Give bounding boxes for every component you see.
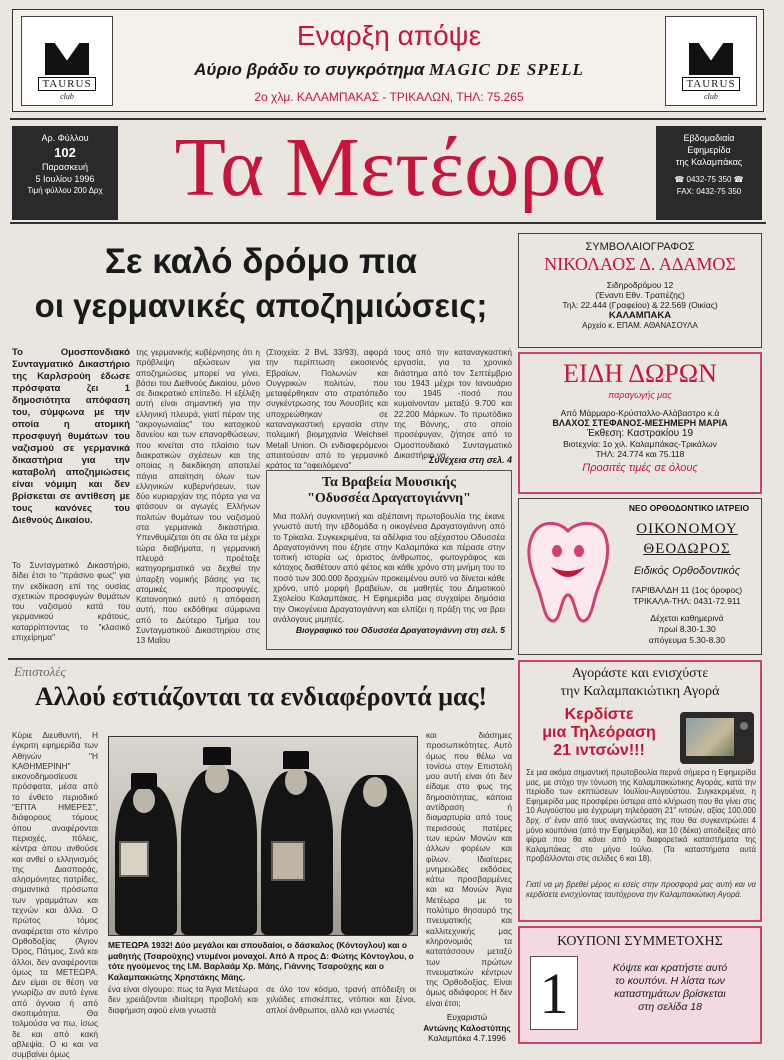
issue-number: 102 [54,145,76,160]
paper-fax: FAX: 0432-75 350 [676,187,742,196]
tv-screen [686,718,734,756]
coupon-text-2: το κουπόνι. Η λίστα των [615,975,725,987]
photo-caption: ΜΕΤΕΩΡΑ 1932! Δύο μεγάλοι και σπουδαίοι, ο δάσκαλος (Κόντογλου) και ο μαθητής (Τσαρούχης) ντυμένοι μοναχοί. Από Α προς Δ: Φώτης Κόντογλου, ο τότε ηγούμενος της Ι.Μ. Βαρλαάμ Χρ. Μάης, Γιάννης Τσαρούχης και ο Καλαμπακιώτης Χρηστάκης Μάης. [108,940,414,982]
coupon [518,926,762,1044]
music-awards-box [266,470,512,650]
lead-headline [12,240,510,328]
man-face-4 [363,777,387,807]
issue-day: Παρασκευή [41,162,89,172]
tv-line-2: την Καλαμπακιώτικη Αγορά [560,684,720,699]
taurus-logo-sub: club [704,92,718,101]
music-title-2: "Οδυσσέα Δραγατογιάννη" [307,491,471,506]
coupon-text-3: καταστημάτων βρίσκεται [614,988,726,1000]
coupon-number: 1 [530,956,578,1030]
monk-face-2 [205,763,229,793]
signature-thanks: Ευχαριστώ [446,1012,488,1022]
issue-label: Αρ. Φύλλου [41,133,89,143]
music-text: Μια πολλή συγκινητική και αξιέπαινη πρωτοβουλία της έκανε γνωστό αυτή την εβδομάδα η οικογένεια Δραγατογιάννη από το Τρίκαλα. Συγκεκριμένα, τα αδέλφια του αξέχαστου Οδυσσέα Δραγατογιάννη που έζησε στην Καλαμπάκα και πέρασε στην τοπική ιστορία ως άριστος άνθρωπος, φωτογράφος και κάτοχος διαθέτουν από φέτος και κάθε χρόνο στη μνήμη του το ποσό των 300.000 δραχμών προκειμένου αυτό να δίνεται κάθε χρόνο, υπό μορφή βραβείων, σε μαθητές του Δημοτικού Σχολείου Καλαμπάκας. Η Εφημερίδα μας συγχαίρει δημόσια την Οικογένεια Δραγατογιάννη και ελπίζει η πράξη της να βρει ανάλογους μιμητές. [273,511,505,624]
bull-icon [689,43,733,75]
coupon-text-1: Κόψτε και κρατήστε αυτό [612,962,728,974]
tv-win-3: 21 ιντσών!!! [553,742,645,759]
ortho-hours-3: απόγευμα 5.30-8.30 [648,635,726,645]
tv-knob [740,722,748,730]
ad-subtitle-prefix: Αύριο βράδυ το συγκρότημα [194,60,425,79]
lead-headline-line-2: οι γερμανικές αποζημιώσεις; [34,287,488,324]
tv-closing: Γιατί να μη βρεθεί μέρος κι εσείς στην προσφορά μας αυτή και να κερδίσετε ενισχύοντας ταυτόχρονα την Καλαμπακιώτικη Αγορά. [526,880,756,899]
ortho-phone: ΤΡΙΚΑΛΑ-ΤΗΛ: 0431-72.911 [633,596,741,606]
tv-win-2: μια Τηλεόραση [542,724,656,741]
paper-info-box [656,126,762,220]
lead-col1-rest: Το Συνταγματικό Δικαστήριο, δίδει έτσι το "πράσινο φως" για την εκδίκαση επί της ουσίας σχετικών προσφυγών θυμάτων του ναζισμού κατά του γερμανικού κράτους, καταρρίπτοντας το "κλασικό επιχείρημα" [12,560,130,643]
notary-line-4: ΚΑΛΑΜΠΑΚΑ [608,310,672,321]
ad-band-name: MAGIC DE SPELL [429,60,584,79]
taurus-logo-left [21,16,113,106]
music-title-1: Τα Βραβεία Μουσικής [321,475,457,490]
masthead [10,118,766,224]
gifts-ad [518,352,762,494]
tooth-icon [523,517,613,627]
paper-type: Εβδομαδιαία [683,133,735,143]
lead-headline-line-1: Σε καλό δρόμο πια [104,242,418,281]
ad-subtitle [113,60,665,80]
monk-hat-2 [203,747,231,765]
gifts-owner: ΒΛΑΧΟΣ ΣΤΕΦΑΝΟΣ-ΜΕΣΗΜΕΡΗ ΜΑΡΙΑ [552,418,728,428]
taurus-logo-word: TAURUS [682,77,739,91]
newspaper-title: Τα Μετέωρα [174,121,606,214]
monk-hat-1 [131,773,157,789]
icon-painting-1 [119,841,149,877]
notary-name: ΝΙΚΟΛΑΟΣ Δ. ΑΔΑΜΟΣ [544,254,736,274]
gifts-slogan: Προσιτές τιμές σε όλους [582,462,698,474]
letters-col3: και διάσημες προσωπικότητες. Αυτό όμως που θέλω να τονίσω στην Επιστολή μου αυτή είναι ότι δεν είδαμε στο φως της δημοσιότητας, κάποια αντίδραση ή διαμαρτυρία από τους περισσούς πατέρες των ιερών Μονών και άλλων φορέων και φίλων. Ιδιαίτερες μνημειώδες εκδόσεις κάτω προσβαρμένες και κα Μονών Άγια Μετέωρα με το πολύτιμο θησαυρό της πνευματικής και καλλιτεχνικής μας κληρονομιάς τα κατατάσσουν μεταξύ των πρώτων πνευματικών κέντρων της Ορθοδοξίας. Είναι όμως αδιάφοροι; Η δεν είναι έτσι; [426,730,512,1008]
lead-col3: (Στοιχεία: 2 BvL 33/93), αφορά την περίπτωση εικοσιενός Εβραίων, Πολωνών και Ουγγρικών πολιτών, που μεταφέρθηκαν στο στρατόπεδο συγκέντρωσης του Άουσβιτς και υποχρεώθηκαν σε καταναγκαστική εργασία στην πολεμική βιομηχανία Weichsel Metall Union. Οι ενδιαφερόμενοι απαιτούσαν από το γερμανικό κράτος τα "οφειλόμενα" [266,347,388,471]
tv-line-1: Αγοράστε και ενισχύστε [571,666,709,681]
lead-intro: Το Ομοσπονδιακό Συνταγματικό Δικαστήριο της Καρλσρούη έδωσε πρόσφατα ζει 1 δημοσιότητα απόφαση του, σύμφωνα με την οποία η ατομική προσφυγή θυμάτων του ναζισμού σε γερμανικά δικαστήρια για την καταβολή αποζημιώσεις είναι νόμιμη και δεν βρίσκεται σε αντίθεση με τους κανόνες του Διεθνούς Δικαίου. [12,347,130,526]
letters-signature [420,1012,514,1044]
monks-photo [108,736,418,936]
bull-icon [45,43,89,75]
monk-figure-2 [181,769,257,935]
coupon-title: ΚΟΥΠΟΝΙ ΣΥΜΜΕΤΟΧΗΣ [557,934,723,949]
tv-win-1: Κερδίστε [564,706,634,723]
issue-info-box [12,126,118,220]
gifts-materials: Από Μάρμαρο-Κρύσταλλο-Αλάβαστρο κ.ά [560,408,720,418]
notary-line-1: Σιδηροδρόμου 12 [606,280,674,290]
music-footer: Βιογραφικό του Οδυσσέα Δραγατογιάννη στη σελ. 5 [295,625,505,635]
ortho-hours-2: πρωί 8.30-1.30 [658,624,716,634]
signature-place-date: Καλαμπάκα 4.7.1996 [428,1033,506,1043]
monk-hat-3 [283,751,309,769]
ortho-ad [518,498,762,655]
ortho-header: ΝΕΟ ΟΡΘΟΔΟΝΤΙΚΟ ΙΑΤΡΕΙΟ [628,503,750,513]
top-ad-banner [12,9,764,112]
taurus-logo-sub: club [60,92,74,101]
letters-bottom-right: σε όλο τον κόσμο, τρανή απόδειξη οι χιλιάδες επισκέπτες, ντόπιοι και ξένοι, απλοί άνθρωποι, αλλά και γνωστές [266,984,416,1015]
letters-bottom-mid: ένα είναι σίγουρο: πως τα Άγια Μετέωρα δεν χρειάζονται ιδιαίτερη προβολή και διαφήμιση αφού είναι γνωστά [108,984,258,1015]
ad-address: 2ο χλμ. ΚΑΛΑΜΠΑΚΑΣ - ΤΡΙΚΑΛΩΝ, ΤΗΛ: 75.265 [254,90,524,104]
ortho-address: ΓΑΡΙΒΑΛΔΗ 11 (1ος όροφος) [631,585,743,595]
signature-name: Αντώνης Καλοστύπης [423,1022,511,1033]
ortho-hours-1: Δέχεται καθημερινά [650,613,724,623]
ortho-name-2: ΘΕΟΔΩΡΟΣ [643,541,731,557]
taurus-logo-word: TAURUS [38,77,95,91]
gifts-phone: ΤΗΛ: 24.774 και 75.118 [595,449,685,459]
lead-col4: τους από την καταναγκαστική εργασία, για το χρονικό διάστημα από τον Σεπτέμβριο του 1943 μέχρι τον Ιανουάριο του 1945 -ποσό που κυμαίνονταν μεταξύ 9.700 και 22.200 Μάρκων. Το πρωτόδικο της Βόννης, στο οποίο προσέφυγαν, ζήτησε από το Ομοσπονδιακό Συνταγματικό Δικαστήριο να [394,347,512,460]
letters-col1: Κύριε Διευθυντή, Η έγκριτη εφημερίδα των Αθηνών "Η ΚΑΘΗΜΕΡΙΝΗ" εικονοδημοσίευσε πρόσφατα, μέσα από το ένθετο περιοδικό "ΕΠΤΑ ΗΜΕΡΕΣ", διάφορους τόμους όπου αναφέρονται περιοχές, πόλεις, κέντρα όπου ανθούσε και ανθεί ο ελληνισμός της Διασποράς, αλησμόνητες πατρίδες, σημαντικά πρόσωπα των γραμμάτων και τεχνών και άλλα. Ο πρώτος τόμος αναφέρεται στο κέντρο Ορθοδοξίας (Άγιον Όρος, Πάτμος, Σινά και άλλοι, δεν αναφέρονται όμως τα ΜΕΤΕΩΡΑ. Δεν είμαι σε θέση να γνωρίζω αν αυτό έγινε από άγνοια ή από σκοπιμότητα. Θα τολμούσα να πω, ίσως δε και από κακή αβλεψία. Ο κι και να συμβαίνει όμως [12,730,98,1060]
coupon-text [584,962,756,1014]
tv-text: Σε μια ακόμα σημαντική πρωτοβουλία περνά σήμερα η Εφημερίδα μας, με στόχο την τόνωση της Καλαμπακιώτικης Αγοράς, κατά την περίοδο των εκπτώσεων Ιουλίου-Αυγούστου. Συγκεκριμένα, η Εφημερίδα μας προσφέρει ύστερα από κλήρωση που θα γίνει στις 10 Αυγούστου μια έγχρωμη τηλεόραση 21" ιντσών, αξίας 100.000 δρχ. σ' έναν από τους αναγνώστες της που θα συγκεντρώσει 4 μόνο κουπόνια (από την Εφημερίδα), και 10 (δέκα) αποδείξεις από φίρμα που θα κάνει από το διαφορετικά καταστήματα της Καλαμπάκας στο μήνα Ιούλιο. (Τα καταστήματα αυτά προβάλλονται στις σελίδες 6 και 18). [526,768,756,864]
notary-line-5: Αρχείο κ. ΕΠΑΜ. ΑΘΑΝΑΣΟΥΛΑ [582,321,698,330]
notary-title: ΣΥΜΒΟΛΑΙΟΓΡΑΦΟΣ [585,241,695,253]
paper-town: της Καλαμπάκας [675,157,743,167]
ortho-specialty: Ειδικός Ορθοδοντικός [633,565,741,577]
issue-date: 5 Ιουλίου 1996 [35,174,95,184]
lead-col2: της γερμανικής κυβέρνησης ότι η πρόβλεψη αξιώσεων για αποζημιώσεις μπορεί να γίνει, βάσει του Διεθνούς Δικαίου, μόνο σε διακρατικό επίπεδο. Η εξέλιξη αυτή είναι σημαντική για την ελληνική πλευρά, γιατί πέραν της "ακρογωνιαίας" του κατοχικού δανείου και των επανορθώσεων, που κινείται στο πλαίσιο των διακρατικών σχέσεων και της οποίας η διεκδίκηση αποτελεί πάγια απαίτηση όλων των ελληνικών κυβερνήσεων, των δύο κυριαρχίαν της πόρτα για να φτάσουν οι αγωγές Ελλήνων πολιτών θυμάτων του ναζισμού στα γερμανικά δικαστήρια. Υπενθυμίζεται ότι σε όλα τα μέχρι τώρα διαβήματα, η γερμανική πλευρά προέταξε κατηγορηματικά να δεχθεί την ύπαρξη νομικής βάσης για τις ατομικές προσφυγές. Κατανοητικό αυτό η απόφαση αυτή, που εκδόθηκε σύμφωνα από το Δεύτερο Τμήμα του Συνταγματικού Δικαστηρίου στις 13 Μαΐου [136,347,260,646]
monk-face-1 [133,787,155,813]
gifts-showroom: Έκθεση: Καστρακίου 19 [586,428,694,439]
taurus-logo-right [665,16,757,106]
issue-price: Τιμή φύλλου 200 Δρχ [27,186,103,195]
lead-continued: Συνέχεια στη σελ. 4 [429,455,512,465]
gifts-subtitle: παραγωγής μας [608,390,672,400]
letters-section [8,658,514,1060]
gifts-factory: Βιοτεχνία: 1ο χιλ. Καλαμπάκας-Τρικάλων [563,439,717,449]
ortho-name-1: ΟΙΚΟΝΟΜΟΥ [636,521,738,537]
gifts-title: ΕΙΔΗ ΔΩΡΩΝ [563,359,717,388]
tv-contest-ad [518,660,762,922]
monk-face-3 [285,767,307,795]
paper-phone: ☎ 0432-75 350 ☎ [674,175,744,184]
notary-line-3: Τηλ: 22.444 (Γραφείου) & 22.569 (Οικίας) [562,300,718,310]
tv-set-icon [680,712,754,764]
letters-label: Επιστολές [14,664,66,679]
letters-headline: Αλλού εστιάζονται τα ενδιαφέροντά μας! [34,682,488,711]
coupon-text-4: στη σελίδα 18 [638,1001,702,1013]
icon-painting-2 [271,841,305,881]
notary-ad [518,233,762,348]
ad-title: Εναρξη απόψε [296,20,482,51]
notary-line-2: (Έναντι Εθν. Τραπέζης) [595,290,685,300]
paper-type-2: Εφημερίδα [687,145,731,155]
